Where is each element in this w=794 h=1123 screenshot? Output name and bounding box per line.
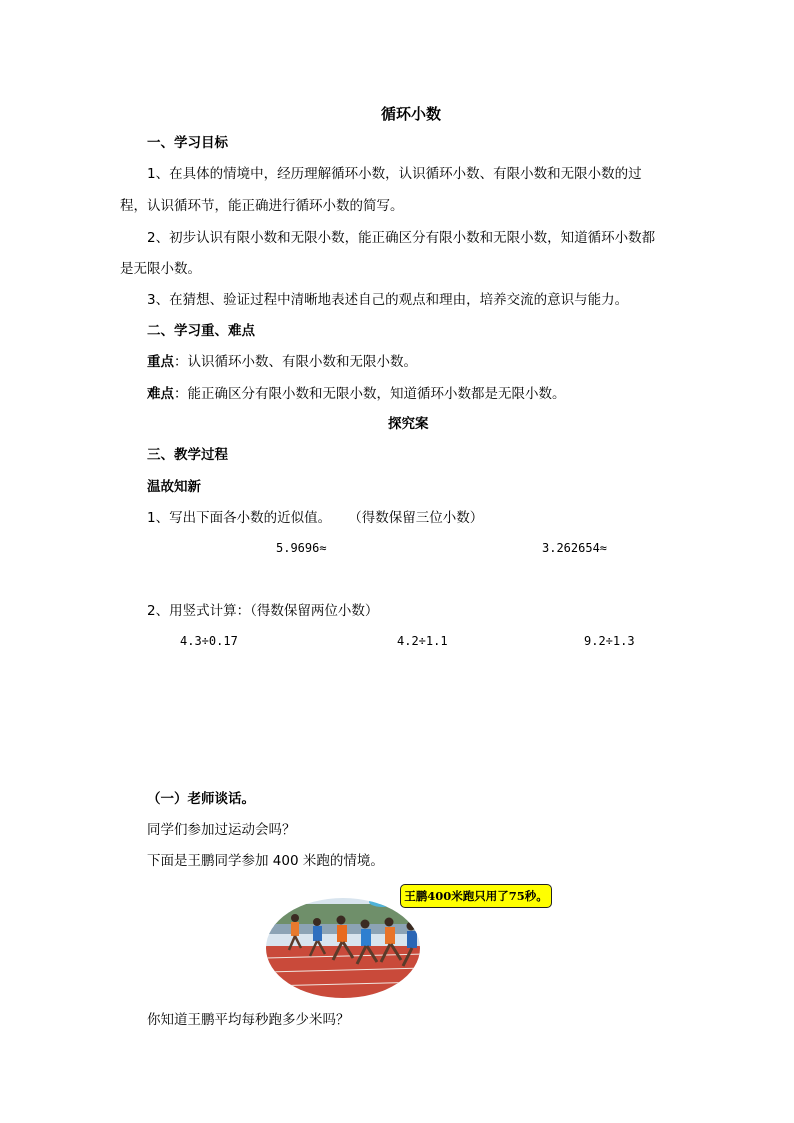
difficulty-label: 难点 (147, 386, 174, 402)
goals-heading: 一、学习目标 (147, 135, 228, 151)
key-point-label: 重点 (147, 354, 174, 370)
key-points-heading: 二、学习重、难点 (147, 323, 255, 339)
question-2: 2、用竖式计算：（得数保留两位小数） (147, 603, 379, 619)
question-1-item-a: 5.9696≈ (276, 541, 327, 555)
goal-3: 3、在猜想、验证过程中清晰地表述自己的观点和理由，培养交流的意识与能力。 (147, 292, 629, 308)
teacher-talk-heading: （一）老师谈话。 (147, 791, 255, 807)
question-1: 1、写出下面各小数的近似值。 （得数保留三位小数） (147, 510, 484, 526)
process-heading: 三、教学过程 (147, 447, 228, 463)
key-point-text: ：认识循环小数、有限小数和无限小数。 (174, 354, 417, 370)
difficulty-line (147, 384, 566, 404)
question-1-item-b: 3.262654≈ (542, 541, 608, 555)
goal-2-line-2: 是无限小数。 (120, 261, 201, 277)
explore-heading: 探究案 (388, 416, 429, 432)
page-title: 循环小数 (381, 105, 442, 123)
running-race-photo (265, 884, 555, 1000)
goal-2-line-1: 2、初步认识有限小数和无限小数，能正确区分有限小数和无限小数，知道循环小数都 (147, 230, 656, 246)
difficulty-text: ：能正确区分有限小数和无限小数，知道循环小数都是无限小数。 (174, 386, 566, 402)
goal-1-line-2: 程，认识循环节，能正确进行循环小数的简写。 (120, 198, 404, 214)
key-point-line (147, 352, 417, 372)
talk-line-1: 同学们参加过运动会吗？ (147, 822, 296, 838)
question-2-item-c: 9.2÷1.3 (584, 634, 635, 648)
goal-1-line-1: 1、在具体的情境中，经历理解循环小数，认识循环小数、有限小数和无限小数的过 (147, 166, 642, 182)
review-heading: 温故知新 (147, 479, 201, 495)
question-line: 你知道王鹏平均每秒跑多少米吗？ (147, 1012, 350, 1028)
question-2-item-a: 4.3÷0.17 (180, 634, 238, 648)
speech-bubble: 王鹏400米跑只用了75秒。 (400, 884, 552, 908)
question-2-item-b: 4.2÷1.1 (397, 634, 448, 648)
talk-line-2: 下面是王鹏同学参加 400 米跑的情境。 (147, 853, 384, 869)
